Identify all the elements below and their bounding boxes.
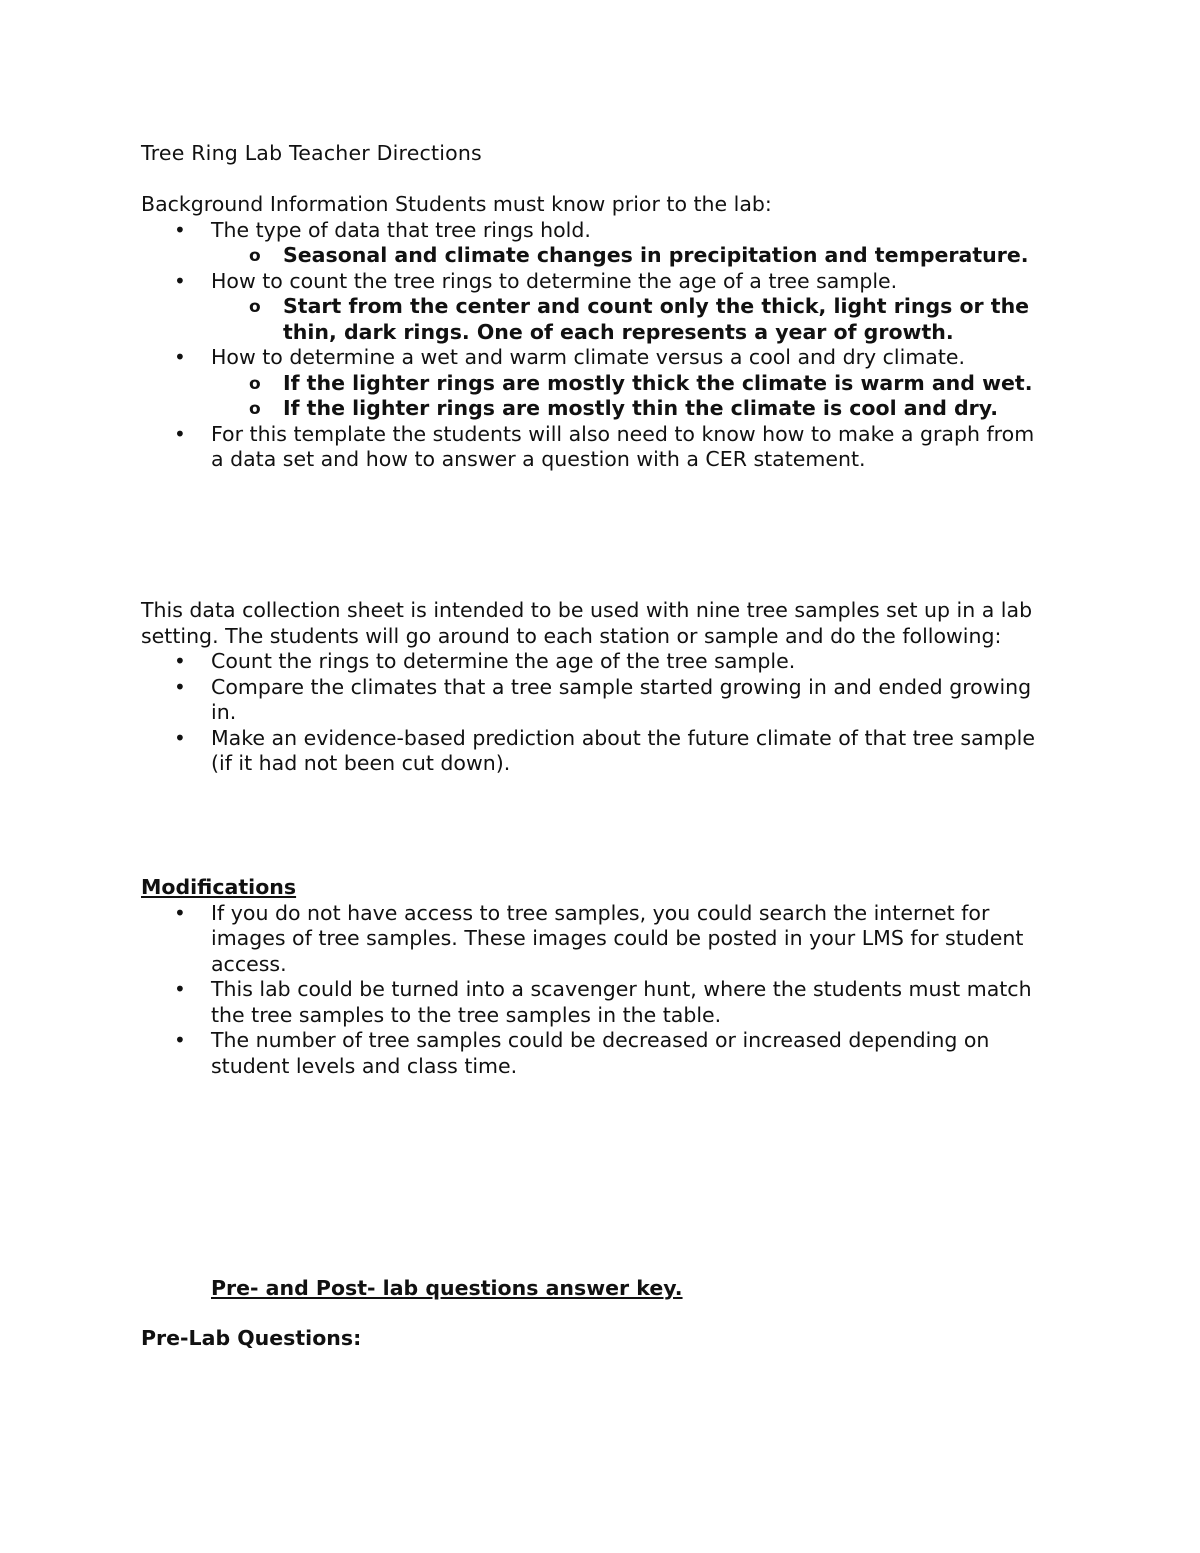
sub-list-item xyxy=(141,294,1050,345)
background-section xyxy=(141,192,1050,473)
bullet-icon: • xyxy=(174,421,186,446)
background-list xyxy=(141,218,1050,473)
background-intro: Background Information Students must know prior to the lab: xyxy=(141,192,772,216)
collection-intro: This data collection sheet is intended to be used with nine tree samples set up in a lab setting. The students will go around to each station or sample and do the following: xyxy=(141,598,1033,648)
sub-list-item-text: If the lighter rings are mostly thick the climate is warm and wet. xyxy=(283,370,1033,395)
prelab-heading: Pre-Lab Questions: xyxy=(141,1326,362,1350)
list-item-text: This lab could be turned into a scavenger hunt, where the students must match the tree samples to the tree samples in the table. xyxy=(211,977,1032,1027)
list-item-text: Count the rings to determine the age of the tree sample. xyxy=(211,649,796,673)
sub-list-item-text: If the lighter rings are mostly thin the climate is cool and dry. xyxy=(283,396,999,420)
list-item xyxy=(141,649,1050,675)
bullet-icon: • xyxy=(174,725,186,750)
bullet-icon: • xyxy=(174,977,186,1001)
answer-key-heading: Pre- and Post- lab questions answer key. xyxy=(211,1276,683,1300)
list-item xyxy=(141,269,1050,295)
list-item xyxy=(141,218,1050,244)
list-item xyxy=(141,977,1050,1028)
sub-list-item xyxy=(141,243,1050,269)
sub-bullet-icon: o xyxy=(249,246,261,266)
list-item xyxy=(141,1028,1050,1079)
list-item-text: If you do not have access to tree samples, you could search the internet for images of tree samples. These images could be posted in your LMS for student access. xyxy=(211,900,1024,976)
sub-bullet-icon: o xyxy=(249,297,261,317)
list-item xyxy=(141,901,1050,978)
sub-list-item-text: Start from the center and count only the thick, light rings or the thin, dark rings. One of each represents a year of growth. xyxy=(283,294,1030,344)
modifications-heading: Modifications xyxy=(141,875,297,899)
list-item-text: How to count the tree rings to determine the age of a tree sample. xyxy=(211,268,898,293)
list-item xyxy=(141,726,1050,777)
sub-list-item-text: Seasonal and climate changes in precipitation and temperature. xyxy=(283,243,1029,267)
bullet-icon: • xyxy=(174,1028,186,1052)
collection-section xyxy=(141,598,1050,777)
sub-list-item xyxy=(141,371,1050,397)
collection-list xyxy=(141,649,1050,777)
list-item xyxy=(141,675,1050,726)
sub-list-item xyxy=(141,396,1050,422)
sub-bullet-icon: o xyxy=(249,373,261,394)
list-item-text: Make an evidence-based prediction about the future climate of that tree sample (if it had not been cut down). xyxy=(211,725,1035,775)
bullet-icon: • xyxy=(174,268,186,293)
bullet-icon: • xyxy=(174,345,186,369)
modifications-list xyxy=(141,901,1050,1080)
list-item-text: For this template the students will also need to know how to make a graph from a data set and how to answer a question with a CER statement. xyxy=(211,421,1035,471)
bullet-icon: • xyxy=(174,217,186,242)
list-item xyxy=(141,345,1050,371)
bullet-icon: • xyxy=(174,674,186,699)
sub-bullet-icon: o xyxy=(249,399,261,419)
list-item-text: Compare the climates that a tree sample started growing in and ended growing in. xyxy=(211,674,1032,724)
list-item xyxy=(141,422,1050,473)
list-item-text: How to determine a wet and warm climate versus a cool and dry climate. xyxy=(211,345,966,369)
bullet-icon: • xyxy=(174,900,186,925)
modifications-section xyxy=(141,875,1050,1079)
list-item-text: The type of data that tree rings hold. xyxy=(211,217,591,242)
list-item-text: The number of tree samples could be decreased or increased depending on student levels and class time. xyxy=(211,1028,990,1078)
document-title: Tree Ring Lab Teacher Directions xyxy=(141,141,482,165)
bullet-icon: • xyxy=(174,649,186,673)
